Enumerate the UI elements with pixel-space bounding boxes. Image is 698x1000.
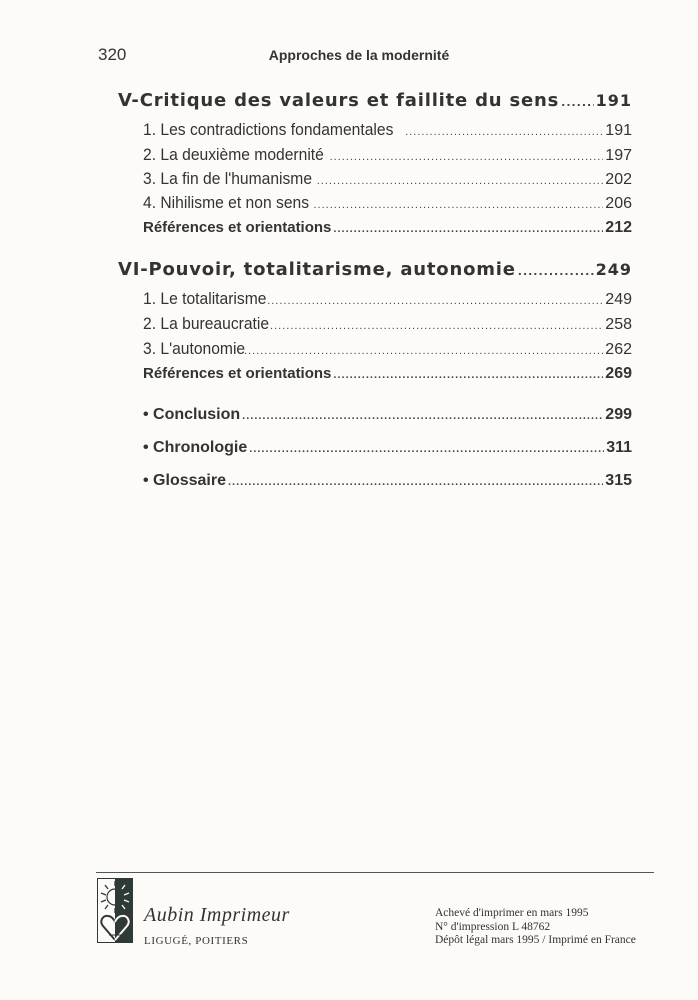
toc-entry-label: 1. Les contradictions fondamentales [143,120,394,139]
dot-leader [267,295,603,307]
running-head: Approches de la modernité [268,47,450,63]
toc-page-number: 191 [595,91,632,110]
toc-page-number: 258 [605,316,632,333]
toc-references-entry [143,365,632,383]
toc-entry [143,193,632,213]
toc-entry-label: • Glossaire [143,472,226,489]
toc-page-number: 249 [605,291,632,308]
colophon-line: Dépôt légal mars 1995 / Imprimé en France [435,934,636,946]
toc-page-number: 197 [605,147,632,164]
toc-entry-label: Références et orientations [143,365,332,382]
toc-entry [143,120,632,140]
dot-leader [333,223,603,235]
toc-section-title: VI-Pouvoir, totalitarisme, autonomie [118,259,516,280]
toc-section-title: V-Critique des valeurs et faillite du sens [118,90,560,111]
toc-entry-label: 2. La bureaucratie [143,314,270,333]
toc-page-number: 311 [606,439,632,456]
dot-leader [405,126,603,138]
dot-leader [228,476,603,488]
printer-name: Aubin Imprimeur [144,904,290,926]
toc-appendix-entry [143,406,632,424]
toc-appendix-entry [143,472,632,490]
toc-page-number: 269 [605,365,632,382]
toc-page-number: 206 [605,195,632,212]
toc-entry-label: 1. Le totalitarisme [143,289,267,308]
toc-section-heading [118,259,632,280]
toc-entry [143,289,632,309]
colophon-line: Achevé d'imprimer en mars 1995 [435,907,589,919]
dot-leader [317,175,604,187]
toc-page-number: 249 [595,260,632,279]
toc-entry-label: • Conclusion [143,406,241,423]
toc-entry-label: 4. Nihilisme et non sens [143,193,310,212]
dot-leader [333,369,603,381]
toc-entry-label: Références et orientations [143,219,332,236]
printer-logo-icon [97,878,133,943]
toc-entry [143,314,632,334]
colophon-line: N° d'impression L 48762 [435,920,551,933]
dot-leader [518,265,594,278]
toc-page-number: 202 [605,171,632,188]
toc-entry-label: • Chronologie [143,439,248,456]
toc-page-number: 315 [605,472,632,489]
toc-entry [143,339,632,359]
dot-leader [561,96,593,109]
dot-leader [270,320,603,332]
toc-page-number: 191 [605,122,632,139]
colophon [435,907,636,948]
toc-appendix-entry [143,439,632,457]
page-number: 320 [98,45,127,64]
toc-references-entry [143,219,632,237]
printer-location: LIGUGÉ, POITIERS [144,935,249,947]
dot-leader [249,443,604,455]
toc-section-heading [118,90,632,111]
toc-entry-label: 3. La fin de l'humanisme [143,169,313,188]
dot-leader [242,410,603,422]
toc-page-number: 262 [605,341,632,358]
toc-page-number: 299 [605,406,632,423]
dot-leader [330,151,604,163]
dot-leader [313,199,603,211]
toc-entry [143,169,632,189]
toc-entry [143,145,632,165]
toc-page-number: 212 [605,219,632,236]
toc-entry-label: 3. L'autonomie [143,339,246,358]
toc-entry-label: 2. La deuxième modernité [143,145,324,164]
footer-divider [96,872,654,873]
dot-leader [244,345,603,357]
